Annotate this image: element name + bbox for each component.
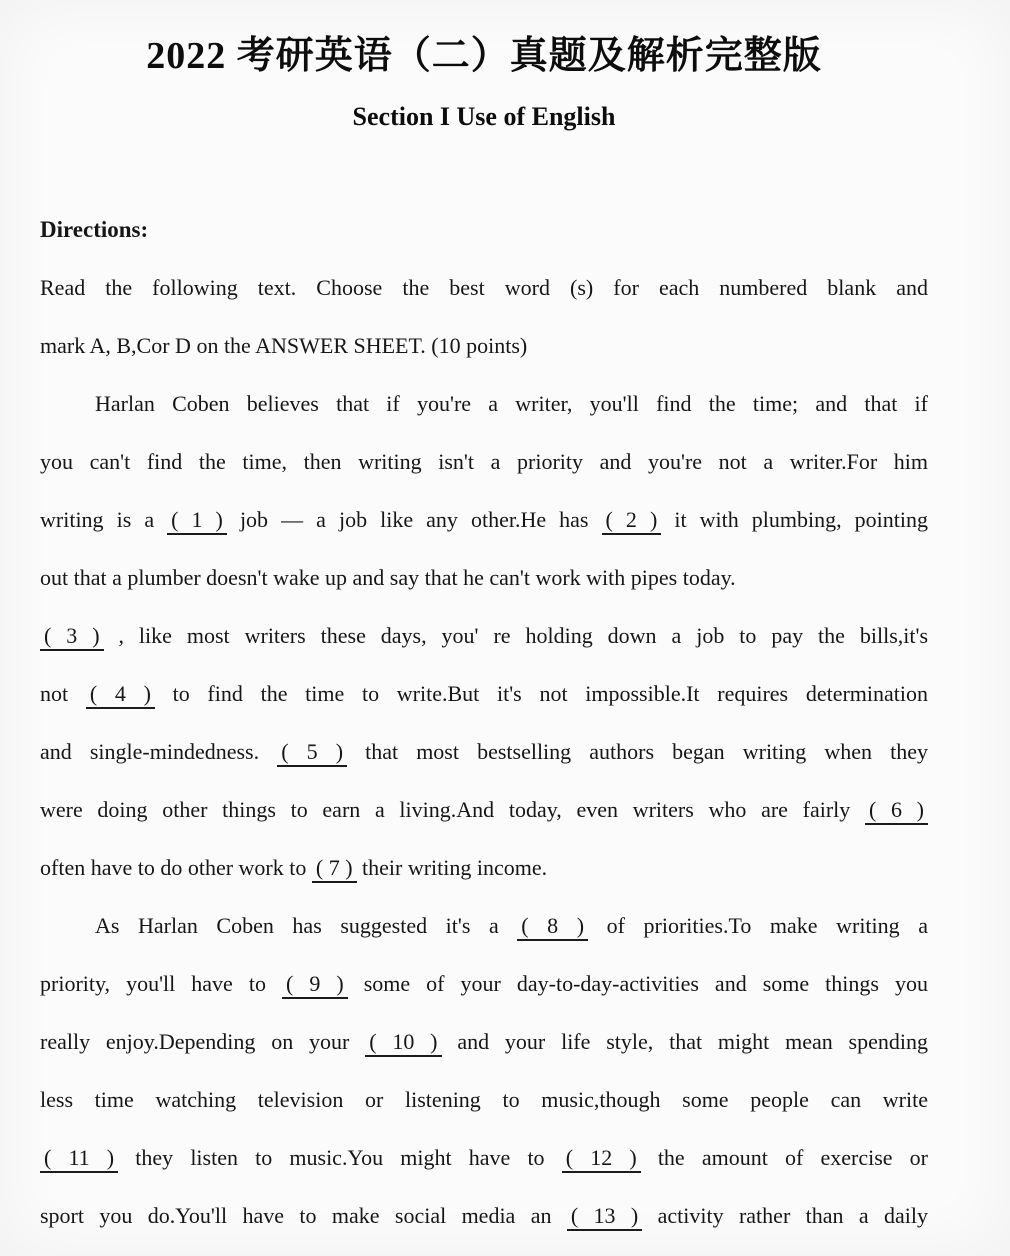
- blank-3: ( 3 ): [40, 623, 104, 651]
- text-segment: you can't find the time, then writing isn't a priority and you're not a writer.For him: [40, 449, 928, 474]
- text-line-16: [40, 1129, 928, 1187]
- blank-6: ( 6 ): [865, 797, 928, 825]
- text-segment: and your life style, that might mean spending: [441, 1029, 928, 1054]
- section-title: Section I Use of English: [352, 102, 616, 131]
- text-segment: priority, you'll have to: [40, 971, 282, 996]
- text-segment: Harlan Coben believes that if you're a writer, you'll find the time; and that if: [95, 391, 928, 416]
- text-line-6: [40, 549, 928, 607]
- text-segment: to find the time to write.But it's not impossible.It requires determination: [154, 681, 928, 706]
- text-line-15: [40, 1071, 928, 1129]
- blank-10: ( 10 ): [365, 1029, 441, 1057]
- text-segment: sport you do.You'll have to make social media an: [40, 1203, 567, 1228]
- text-segment: writing is a: [40, 507, 168, 532]
- text-segment: As Harlan Coben has suggested it's a: [95, 913, 518, 938]
- text-segment: out that a plumber doesn't wake up and say that he can't work with pipes today.: [40, 565, 736, 590]
- text-line-8: [40, 665, 928, 723]
- text-line-5: [40, 491, 928, 549]
- text-segment: some of your day-to-day-activities and some things you: [347, 971, 928, 996]
- text-segment: and single-mindedness.: [40, 739, 278, 764]
- text-segment: they listen to music.You might have to: [118, 1145, 562, 1170]
- text-line-9: [40, 723, 928, 781]
- text-line-13: [40, 955, 928, 1013]
- blank-11: ( 11 ): [40, 1145, 118, 1173]
- text-segment: activity rather than a daily: [642, 1203, 929, 1228]
- text-segment: , like most writers these days, you' re holding down a job to pay the bills,it's: [103, 623, 928, 648]
- blank-13: ( 13 ): [567, 1203, 642, 1231]
- blank-5: ( 5 ): [277, 739, 347, 767]
- text-segment: that most bestselling authors began writing when they: [347, 739, 928, 764]
- text-line-17: [40, 1187, 928, 1245]
- text-line-10: [40, 781, 928, 839]
- text-line-2: [40, 317, 928, 375]
- blank-2: ( 2 ): [602, 507, 662, 535]
- blank-12: ( 12 ): [562, 1145, 641, 1173]
- text-segment: not: [40, 681, 86, 706]
- text-line-0: [40, 201, 928, 259]
- text-line-4: [40, 433, 928, 491]
- blank-8: ( 8 ): [517, 913, 588, 941]
- text-segment: of priorities.To make writing a: [588, 913, 928, 938]
- page-title: 2022 考研英语（二）真题及解析完整版: [146, 35, 822, 77]
- text-segment: their writing income.: [356, 855, 548, 880]
- text-segment: it with plumbing, pointing: [661, 507, 928, 532]
- document-lines: [40, 201, 928, 1245]
- text-segment: Directions:: [40, 217, 149, 242]
- text-segment: Read the following text. Choose the best word (s) for each numbered blank and: [40, 275, 928, 300]
- blank-9: ( 9 ): [282, 971, 348, 999]
- text-segment: the amount of exercise or: [640, 1145, 928, 1170]
- text-line-3: [40, 375, 928, 433]
- text-segment: job — a job like any other.He has: [226, 507, 602, 532]
- blank-7: ( 7 ): [312, 855, 357, 883]
- text-segment: were doing other things to earn a living.And today, even writers who are fairly: [40, 797, 865, 822]
- text-segment: often have to do other work to: [40, 855, 312, 880]
- blank-1: ( 1 ): [167, 507, 227, 535]
- text-segment: less time watching television or listening to music,though some people can write: [40, 1087, 928, 1112]
- blank-4: ( 4 ): [86, 681, 155, 709]
- text-segment: really enjoy.Depending on your: [40, 1029, 366, 1054]
- text-line-1: [40, 259, 928, 317]
- text-line-7: [40, 607, 928, 665]
- text-line-11: [40, 839, 928, 897]
- text-line-14: [40, 1013, 928, 1071]
- text-line-12: [40, 897, 928, 955]
- text-segment: mark A, B,Cor D on the ANSWER SHEET. (10 points): [40, 333, 528, 358]
